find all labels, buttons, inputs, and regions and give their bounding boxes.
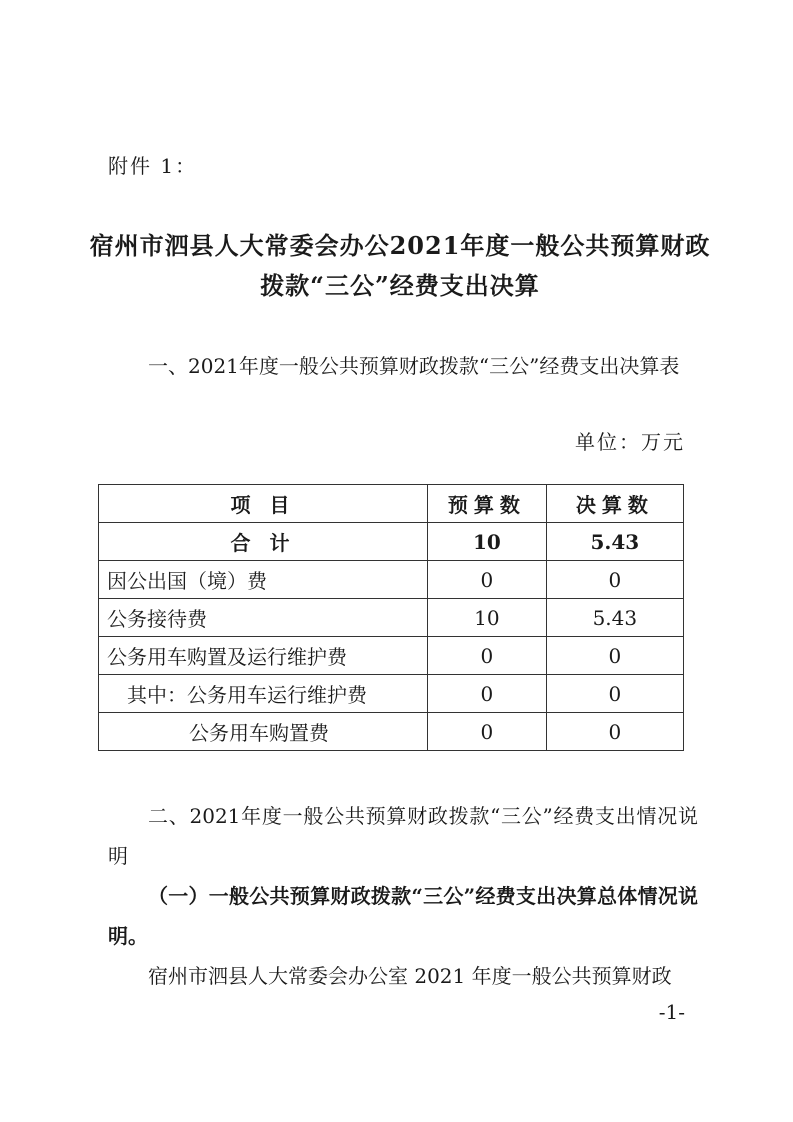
- total-label: 合 计: [99, 523, 428, 561]
- row-label: 公务用车购置费: [99, 713, 428, 751]
- row-final: 5.43: [546, 599, 683, 637]
- row-final: 0: [546, 637, 683, 675]
- row-budget: 0: [428, 637, 547, 675]
- header-item: 项 目: [99, 485, 428, 523]
- table-total-row: [99, 523, 684, 561]
- row-label: 公务接待费: [99, 599, 428, 637]
- row-label: 因公出国（境）费: [99, 561, 428, 599]
- document-title-line-1: 宿州市泗县人大常委会办公2021年度一般公共预算财政: [89, 231, 711, 260]
- section-1-heading: 一、2021年度一般公共预算财政拨款“三公”经费支出决算表: [148, 354, 680, 378]
- table-row: [99, 561, 684, 599]
- document-title-line-2: 拨款“三公”经费支出决算: [260, 271, 540, 300]
- table-row: [99, 637, 684, 675]
- unit-label: 单位：万元: [575, 430, 685, 454]
- row-budget: 0: [428, 561, 547, 599]
- total-budget: 10: [428, 523, 547, 561]
- row-budget: 10: [428, 599, 547, 637]
- section-2-heading: 二、2021年度一般公共预算财政拨款“三公”经费支出情况说明: [108, 804, 698, 868]
- row-label: 公务用车购置及运行维护费: [99, 637, 428, 675]
- row-budget: 0: [428, 675, 547, 713]
- attachment-label: 附件 1：: [108, 154, 198, 178]
- total-final: 5.43: [546, 523, 683, 561]
- table-header-row: [99, 485, 684, 523]
- table-row: [99, 713, 684, 751]
- page-number: -1-: [658, 1000, 685, 1024]
- row-final: 0: [546, 561, 683, 599]
- table-row: [99, 675, 684, 713]
- header-final: 决算数: [546, 485, 683, 523]
- row-final: 0: [546, 713, 683, 751]
- body-paragraph: 宿州市泗县人大常委会办公室 2021 年度一般公共预算财政: [148, 964, 672, 988]
- table-row: [99, 599, 684, 637]
- row-final: 0: [546, 675, 683, 713]
- three-public-expenses-table: [98, 484, 684, 751]
- subsection-1-heading: （一）一般公共预算财政拨款“三公”经费支出决算总体情况说明。: [108, 884, 698, 948]
- row-label: 其中：公务用车运行维护费: [99, 675, 428, 713]
- row-budget: 0: [428, 713, 547, 751]
- header-budget: 预算数: [428, 485, 547, 523]
